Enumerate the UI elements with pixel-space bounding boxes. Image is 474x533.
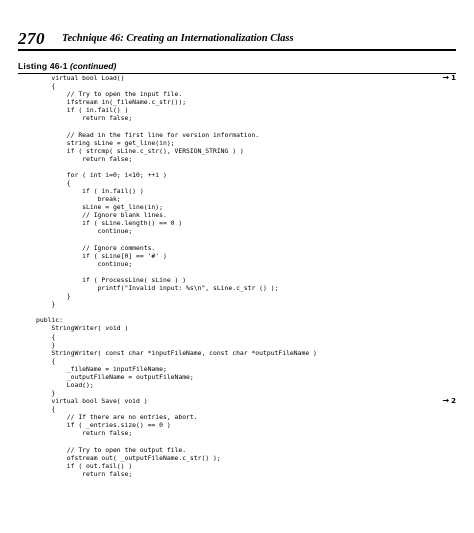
code-line: if ( out.fail() )	[36, 461, 133, 470]
code-line	[36, 163, 416, 171]
code-line: return false;	[36, 154, 133, 163]
code-line	[36, 236, 416, 244]
code-line: _outputFileName = outputFileName;	[36, 372, 194, 381]
code-line: {	[36, 82, 56, 91]
code-line: if ( sLine[0] == '#' )	[36, 251, 167, 260]
margin-marker	[442, 397, 456, 405]
code-line: ifstream in(_fileName.c_str());	[36, 98, 187, 107]
code-line	[36, 268, 416, 276]
code-line: }	[36, 292, 71, 301]
code-line: continue;	[36, 227, 133, 236]
code-line: if ( in.fail() )	[36, 106, 129, 115]
code-line: for ( int i=0; i<10; ++i )	[36, 170, 167, 179]
code-line: return false;	[36, 114, 133, 123]
code-line: StringWriter( const char *inputFileName, const char *outputFileName )	[36, 348, 317, 357]
code-line: // Ignore blank lines.	[36, 211, 167, 220]
code-line: // If there are no entries, abort.	[36, 413, 198, 422]
code-line: {	[36, 405, 56, 414]
code-listing	[36, 74, 416, 478]
header-rule	[18, 49, 456, 51]
code-line: }	[36, 300, 56, 309]
code-line: StringWriter( void )	[36, 324, 129, 333]
code-line	[36, 438, 416, 446]
code-line: {	[36, 179, 71, 188]
code-line: string sLine = get_line(in);	[36, 138, 175, 147]
code-line: printf("Invalid input: %s\n", sLine.c_str () );	[36, 284, 279, 293]
code-line: }	[36, 389, 56, 398]
code-line: // Ignore comments.	[36, 243, 156, 252]
arrow-right-icon: →	[442, 396, 450, 406]
code-line: }	[36, 340, 56, 349]
code-line: {	[36, 356, 56, 365]
code-line: ofstream out( _outputFileName.c_str() );	[36, 453, 221, 462]
code-line: // Try to open the output file.	[36, 445, 187, 454]
code-line: public:	[36, 316, 63, 325]
code-line: if ( _entries.size() == 0 )	[36, 421, 171, 430]
code-line: return false;	[36, 429, 133, 438]
code-line: {	[36, 332, 56, 341]
page-header	[18, 30, 456, 48]
code-line: if ( strcmp( sLine.c_str(), VERSION_STRING ) )	[36, 146, 244, 155]
listing-caption	[18, 61, 116, 72]
code-line: virtual bool Load()	[36, 74, 125, 82]
page-number: 270	[18, 29, 45, 48]
code-line: break;	[36, 195, 121, 204]
code-line: if ( sLine.length() == 0 )	[36, 219, 183, 228]
code-line: sLine = get_line(in);	[36, 203, 163, 212]
code-line: // Try to open the input file.	[36, 90, 183, 99]
listing-label: Listing 46-1	[18, 61, 68, 71]
code-line: continue;	[36, 259, 133, 268]
code-line	[36, 122, 416, 130]
margin-marker	[442, 74, 456, 82]
code-line: virtual bool Save( void )	[36, 397, 148, 406]
code-line: _fileName = inputFileName;	[36, 364, 167, 373]
marker-number: 2	[451, 397, 456, 406]
code-line: if ( ProcessLine( sLine ) )	[36, 275, 187, 284]
code-line: if ( in.fail() )	[36, 187, 144, 196]
code-line: // Read in the first line for version information.	[36, 130, 260, 139]
running-title: Technique 46: Creating an Internationalization Class	[62, 33, 294, 44]
marker-number: 1	[451, 74, 456, 82]
code-line: Load();	[36, 380, 94, 389]
code-line: return false;	[36, 469, 133, 478]
listing-continued: (continued)	[70, 61, 117, 71]
code-line	[36, 308, 416, 316]
arrow-right-icon: →	[442, 73, 450, 82]
